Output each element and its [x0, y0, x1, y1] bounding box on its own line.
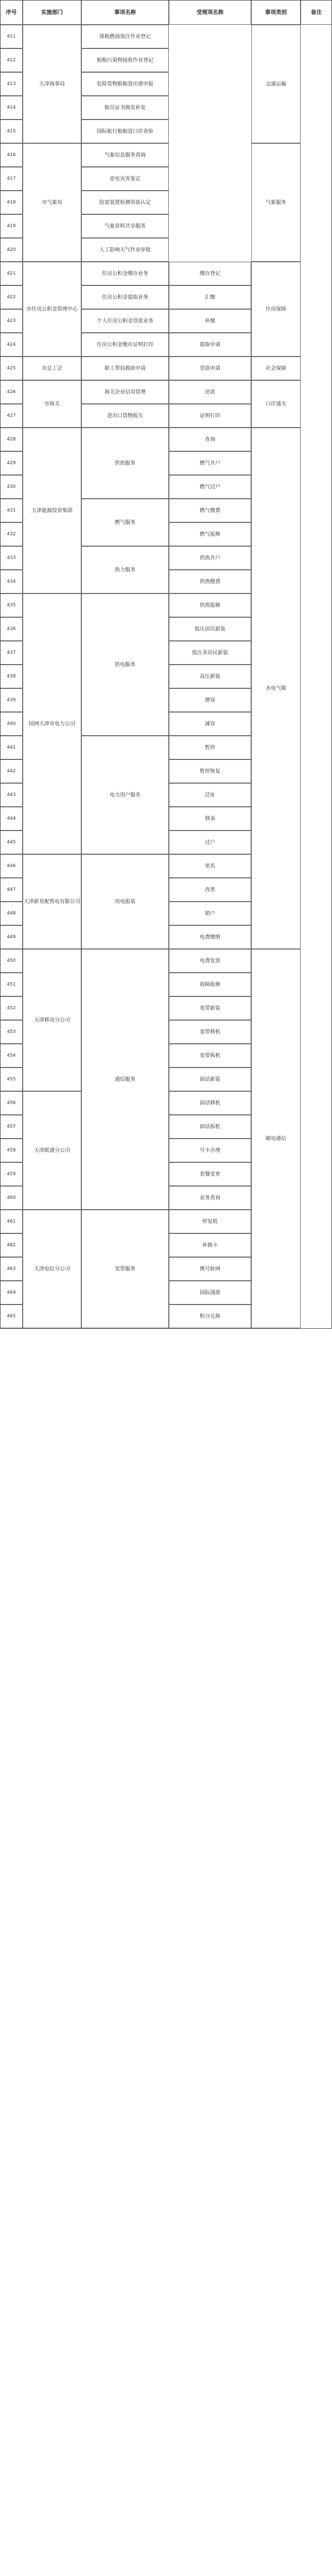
- sub-cell: 燃气报修: [200, 531, 220, 537]
- seq-cell: 442: [7, 768, 16, 774]
- item-cell: 个人住房公积金贷款业务: [97, 318, 153, 324]
- seq-cell: 448: [7, 910, 16, 916]
- sub-cell: 补换卡: [202, 1242, 218, 1248]
- header-category: 事项类别: [265, 9, 287, 15]
- sub-cell: 宽带新装: [200, 1005, 220, 1011]
- item-cell: 气象资料共享服务: [104, 223, 146, 229]
- seq-cell: 434: [7, 579, 16, 584]
- dept-cell: 市海关: [44, 401, 60, 407]
- seq-cell: 446: [7, 863, 16, 869]
- sub-cell: 停复机: [202, 1218, 218, 1225]
- category-cell: 口岸通关: [266, 401, 286, 407]
- sub-cell: 燃气缴费: [200, 507, 220, 514]
- sub-cell: 宽带移机: [200, 1029, 220, 1035]
- seq-cell: 457: [7, 1124, 16, 1129]
- sub-cell: 积分兑换: [200, 1313, 220, 1319]
- sub-cell: 电费发票: [200, 958, 220, 964]
- seq-cell: 463: [7, 1266, 16, 1272]
- dept-cell: 天津海事局: [39, 81, 65, 87]
- seq-cell: 426: [7, 389, 16, 395]
- sub-cell: 减容: [205, 721, 215, 727]
- item-cell: 船舶污染物接收作业登记: [97, 57, 153, 63]
- sub-cell: 携号转网: [200, 1266, 220, 1272]
- seq-cell: 460: [7, 1195, 16, 1200]
- dept-cell: 市气象局: [42, 199, 62, 206]
- sub-cell: 移表: [205, 816, 215, 822]
- category-cell: 邮电通信: [266, 1136, 286, 1142]
- item-cell: 电力用户服务: [110, 792, 141, 798]
- item-cell: 热力服务: [115, 567, 135, 573]
- seq-cell: 449: [7, 934, 16, 940]
- sub-cell: 增容: [205, 697, 215, 703]
- seq-cell: 438: [7, 673, 16, 679]
- sub-cell: 套餐变更: [200, 1171, 220, 1177]
- sub-cell: 固话新装: [200, 1076, 220, 1082]
- sub-cell: 缴存登记: [200, 270, 220, 277]
- sub-cell: 固话移机: [200, 1100, 220, 1106]
- seq-cell: 454: [7, 1053, 16, 1058]
- sub-cell: 供热报修: [200, 602, 220, 608]
- seq-cell: 413: [7, 81, 16, 87]
- sub-cell: 燃气过户: [200, 484, 220, 490]
- item-cell: 住房公积金缴存业务: [102, 270, 148, 277]
- item-cell: 气象信息服务查询: [104, 152, 146, 158]
- seq-cell: 439: [7, 697, 16, 703]
- dept-cell: 国网天津市电力公司: [29, 721, 75, 727]
- seq-cell: 422: [7, 294, 16, 300]
- seq-cell: 411: [7, 33, 16, 39]
- seq-cell: 418: [7, 199, 16, 205]
- seq-cell: 452: [7, 1005, 16, 1011]
- seq-cell: 415: [7, 128, 16, 134]
- sub-cell: 销户: [205, 910, 215, 917]
- sub-cell: 暂停恢复: [200, 768, 220, 774]
- dept-cell: 市总工会: [42, 365, 62, 371]
- seq-cell: 414: [7, 105, 16, 110]
- sub-cell: 电费缴纳: [200, 934, 220, 940]
- seq-cell: 436: [7, 626, 16, 632]
- seq-cell: 447: [7, 887, 16, 892]
- sub-cell: 查询: [205, 436, 215, 443]
- sub-cell: 业务查询: [200, 1195, 220, 1201]
- sub-cell: 更名: [205, 863, 215, 869]
- item-cell: 供电服务: [115, 662, 135, 668]
- seq-cell: 461: [7, 1218, 16, 1224]
- sub-cell: 暂停: [205, 744, 215, 751]
- dept-cell: 天津能源投资集团: [31, 507, 73, 514]
- seq-cell: 443: [7, 792, 16, 798]
- seq-cell: 455: [7, 1076, 16, 1082]
- item-cell: 进出口货物报关: [107, 413, 143, 419]
- sub-cell: 供热缴费: [200, 579, 220, 585]
- item-cell: 职工帮扶救助申请: [104, 365, 146, 371]
- header-dept: 实施部门: [41, 9, 63, 15]
- seq-cell: 437: [7, 650, 16, 655]
- sub-cell: 低压非居民新装: [192, 650, 228, 656]
- item-cell: 通信服务: [115, 1076, 135, 1082]
- seq-cell: 427: [7, 413, 16, 418]
- seq-cell: 456: [7, 1100, 16, 1106]
- item-cell: 雷电灾害鉴定: [110, 176, 141, 182]
- item-cell: 防雷装置检测资质认定: [99, 199, 151, 206]
- seq-cell: 451: [7, 981, 16, 987]
- seq-cell: 412: [7, 57, 16, 63]
- item-cell: 燃气服务: [115, 519, 135, 526]
- category-cell: 住房保障: [266, 306, 286, 312]
- sub-cell: 燃气开户: [200, 460, 220, 466]
- item-cell: 国际航行船舶进口岸查验: [97, 128, 153, 134]
- sub-cell: 迁址: [205, 792, 215, 798]
- seq-cell: 423: [7, 318, 16, 324]
- item-cell: 住房公积金缴存证明打印: [97, 342, 153, 348]
- sub-cell: 国际漫游: [200, 1290, 220, 1296]
- sub-cell: 贷款申请: [200, 365, 220, 371]
- seq-cell: 435: [7, 602, 16, 608]
- item-cell: 宽带服务: [115, 1266, 135, 1272]
- dept-cell: 天津移动分公司: [34, 1017, 70, 1023]
- sub-cell: 改类: [205, 887, 215, 893]
- seq-cell: 417: [7, 176, 16, 181]
- category-cell: 水电气暖: [266, 685, 286, 691]
- seq-cell: 465: [7, 1313, 16, 1319]
- header-sub: 受理项名称: [196, 9, 224, 15]
- seq-cell: 440: [7, 721, 16, 726]
- header-note: 备注: [311, 9, 322, 15]
- seq-cell: 462: [7, 1242, 16, 1248]
- sub-cell: 汇缴: [205, 294, 215, 300]
- seq-cell: 459: [7, 1171, 16, 1177]
- seq-cell: 444: [7, 816, 16, 821]
- seq-cell: 441: [7, 744, 16, 750]
- sub-cell: 号卡办理: [200, 1147, 220, 1154]
- seq-cell: 432: [7, 531, 16, 537]
- category-cell: 交通运输: [266, 81, 286, 87]
- seq-cell: 420: [7, 247, 16, 252]
- sub-cell: 供热开户: [200, 555, 220, 561]
- item-cell: 海关企业信用管理: [104, 389, 146, 395]
- seq-cell: 425: [7, 365, 16, 371]
- category-cell: 气象服务: [266, 199, 286, 206]
- item-cell: 人工影响天气作业审批: [99, 247, 151, 253]
- sub-cell: 还款: [205, 389, 215, 395]
- sub-cell: 故障报修: [200, 981, 220, 988]
- seq-cell: 458: [7, 1147, 16, 1153]
- seq-cell: 433: [7, 555, 16, 561]
- seq-cell: 430: [7, 484, 16, 489]
- seq-cell: 453: [7, 1029, 16, 1035]
- sub-cell: 提取申请: [200, 342, 220, 348]
- seq-cell: 428: [7, 436, 16, 442]
- dept-cell: 天津新星配售电有限公司: [24, 899, 80, 905]
- sub-cell: 证明打印: [200, 413, 220, 419]
- seq-cell: 464: [7, 1290, 16, 1295]
- seq-cell: 445: [7, 839, 16, 845]
- seq-cell: 429: [7, 460, 16, 466]
- sub-cell: 过户: [205, 839, 215, 845]
- dept-cell: 天津电信分公司: [34, 1266, 70, 1272]
- sub-cell: 固话拆机: [200, 1124, 220, 1130]
- sub-cell: 补缴: [205, 318, 215, 324]
- category-cell: 社会保障: [266, 365, 286, 371]
- item-cell: 保税燃油加注作业登记: [99, 33, 151, 40]
- item-cell: 船员证书换发补发: [104, 105, 146, 111]
- seq-cell: 419: [7, 223, 16, 229]
- header-seq: 序号: [6, 9, 17, 15]
- sub-cell: 低压居民新装: [195, 626, 225, 632]
- seq-cell: 450: [7, 958, 16, 963]
- dept-cell: 市住房公积金管理中心: [26, 306, 78, 312]
- seq-cell: 424: [7, 342, 16, 347]
- seq-cell: 431: [7, 507, 16, 513]
- item-cell: 危险货物船舶进出港申报: [97, 81, 153, 87]
- item-cell: 用电报装: [115, 899, 135, 905]
- seq-cell: 416: [7, 152, 16, 158]
- sub-cell: 宽带拆机: [200, 1053, 220, 1059]
- item-cell: 住房公积金提取业务: [102, 294, 148, 300]
- dept-cell: 天津联通分公司: [34, 1147, 70, 1154]
- item-cell: 供热服务: [115, 460, 135, 466]
- seq-cell: 421: [7, 270, 16, 276]
- header-item: 事项名称: [114, 9, 136, 15]
- sub-cell: 高压新装: [200, 673, 220, 680]
